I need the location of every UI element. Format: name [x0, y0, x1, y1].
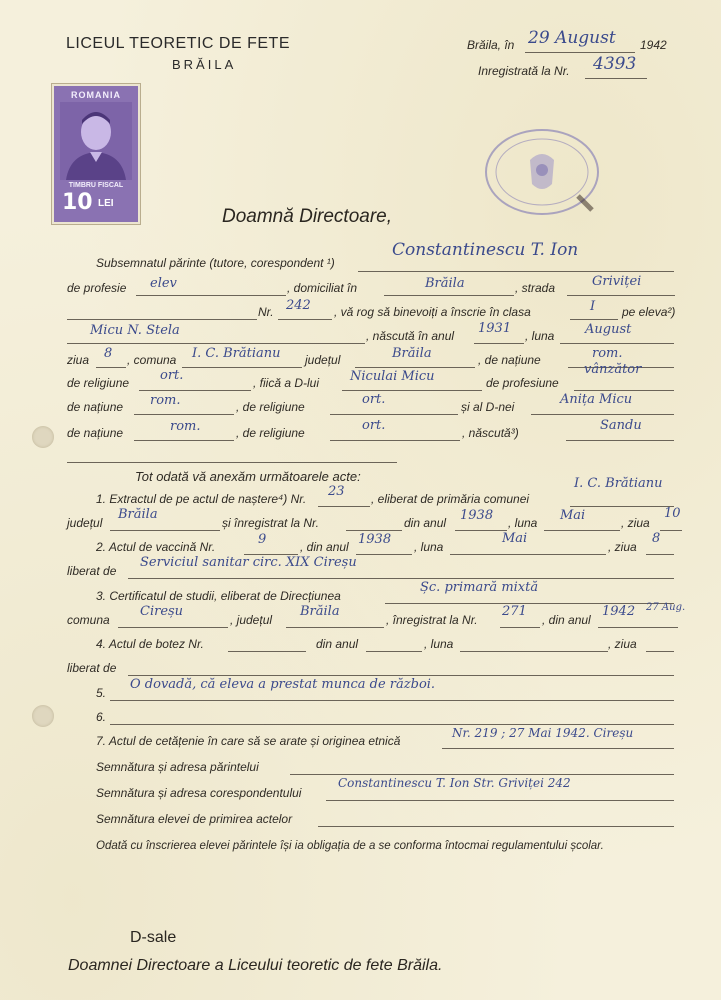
vaccine-day-label: , ziua [608, 540, 637, 554]
domicile-city: Brăila [425, 276, 465, 291]
item5-label: 5. [96, 686, 107, 700]
county-label: județul [305, 353, 341, 367]
class-value: I [590, 299, 596, 314]
punch-hole [32, 426, 54, 448]
birth-cert-day-label: , ziua [621, 516, 650, 530]
birth-cert-issuer-label: , eliberat de primăria comunei [371, 492, 530, 506]
vaccine-day: 8 [652, 531, 661, 546]
nationality-value: rom. [592, 346, 623, 361]
stamp-country: ROMANIA [71, 90, 121, 100]
citizenship-value: Nr. 219 ; 27 Mai 1942. Cireșu [452, 726, 634, 740]
baptism-day-label: , ziua [608, 637, 637, 651]
maiden-name: Sandu [600, 418, 642, 433]
study-cert-label: 3. Certificatul de studii, eliberat de Direcțiunea [96, 589, 341, 603]
punch-hole [32, 705, 54, 727]
birth-cert-day: 10 [664, 506, 681, 521]
date-year: 1942 [640, 38, 667, 52]
citizenship-label: 7. Actul de cetățenie în care să se arate și originea etnică [96, 734, 401, 748]
birth-cert-county-label: județul [67, 516, 103, 530]
nationality-label: , de națiune [478, 353, 541, 367]
birth-cert-label: 1. Extractul de pe actul de naștere⁴) Nr. [96, 492, 307, 506]
mother-religion-label: , de religiune [236, 426, 305, 440]
date-prefix: Brăila, în [467, 38, 515, 52]
official-seal-icon [482, 124, 602, 220]
profession-value: elev [150, 276, 177, 291]
birth-month-label: , luna [525, 329, 555, 343]
birth-cert-month-label: , luna [508, 516, 538, 530]
birth-cert-reg-label: și înregistrat la Nr. [222, 516, 319, 530]
portrait-icon [60, 102, 132, 180]
street-label: , strada [515, 281, 556, 295]
street-value: Griviței [592, 274, 642, 289]
baptism-year-label: din anul [316, 637, 359, 651]
birth-cert-month: Mai [560, 508, 586, 523]
father-nationality: rom. [150, 393, 181, 408]
stamp-unit: LEI [98, 198, 114, 209]
vaccine-year-label: , din anul [300, 540, 349, 554]
date-value: 29 August [528, 28, 616, 48]
occupation-label: de profesiune [486, 376, 559, 390]
vaccine-label: 2. Actul de vaccină Nr. [96, 540, 216, 554]
footer-addressee: D-sale [130, 929, 177, 946]
applicant-name: Constantinescu T. Ion [392, 240, 579, 260]
street-number: 242 [286, 298, 311, 313]
documents-intro: Tot odată vă anexăm următoarele acte: [135, 469, 361, 484]
birth-cert-year: 1938 [460, 508, 494, 523]
stamp-value: 10 [62, 190, 93, 215]
study-cert-year-label: , din anul [542, 613, 591, 627]
parent-signature-label: Semnătura și adresa părintelui [96, 760, 259, 774]
profession-label: de profesie [67, 281, 127, 295]
vaccine-issuer: Serviciul sanitar circ. XIX Cireșu [140, 555, 357, 570]
pupil-name: Micu N. Stela [90, 323, 180, 338]
vaccine-month: Mai [502, 531, 528, 546]
birth-cert-county: Brăila [118, 507, 158, 522]
registered-number: 4393 [593, 54, 637, 74]
mother-label: și al D-nei [461, 400, 515, 414]
religion-label: de religiune [67, 376, 130, 390]
study-cert-school: Șc. primară mixtă [420, 580, 539, 595]
birth-cert-commune: I. C. Brătianu [574, 476, 663, 491]
father-label: , fiică a D-lui [253, 376, 320, 390]
war-work-proof: O dovadă, că eleva a prestat munca de război. [130, 677, 436, 692]
father-religion-label: , de religiune [236, 400, 305, 414]
vaccine-issuer-label: liberat de [67, 564, 117, 578]
school-city: BRĂILA [172, 57, 237, 72]
commune-label: , comuna [127, 353, 177, 367]
vaccine-year: 1938 [358, 532, 392, 547]
father-nationality-label: de națiune [67, 400, 124, 414]
maiden-name-label: , născută³) [462, 426, 519, 440]
correspondent-signature-label: Semnătura și adresa corespondentului [96, 786, 302, 800]
study-cert-number: 271 [502, 604, 527, 619]
father-name: Niculai Micu [350, 369, 435, 384]
mother-religion: ort. [362, 418, 386, 433]
commune-value: I. C. Brătianu [192, 346, 281, 361]
pupil-label: pe eleva²) [622, 305, 676, 319]
school-name: LICEUL TEORETIC DE FETE [66, 35, 290, 52]
mother-nationality: rom. [170, 419, 201, 434]
registered-label: Inregistrată la Nr. [478, 64, 570, 78]
study-cert-county: Brăila [300, 604, 340, 619]
mother-nationality-label: de națiune [67, 426, 124, 440]
item6-label: 6. [96, 710, 107, 724]
baptism-issuer-label: liberat de [67, 661, 117, 675]
obligation-text: Odată cu înscrierea elevei părintele își ia obligația de a se conforma întocmai regulamentului școlar. [96, 840, 604, 852]
pupil-signature-label: Semnătura elevei de primirea actelor [96, 812, 293, 826]
mother-name: Anița Micu [560, 392, 633, 407]
birth-month: August [585, 322, 632, 337]
religion-value: ort. [160, 368, 184, 383]
birth-cert-number: 23 [328, 484, 345, 499]
street-number-label: Nr. [258, 305, 274, 319]
birth-day-label: ziua [67, 353, 90, 367]
study-cert-county-label: , județul [230, 613, 273, 627]
footer-recipient: Doamnei Directoare a Liceului teoretic de fete Brăila. [68, 957, 443, 974]
study-cert-extra: 27 Aug. [646, 602, 686, 613]
domicile-label: , domiciliat în [287, 281, 358, 295]
study-cert-commune: Cireșu [140, 604, 184, 619]
applicant-label: Subsemnatul părinte (tutore, corespondent ¹) [96, 256, 335, 270]
baptism-label: 4. Actul de botez Nr. [96, 637, 204, 651]
study-cert-commune-label: comuna [67, 613, 110, 627]
vaccine-month-label: , luna [414, 540, 444, 554]
fiscal-stamp [52, 84, 140, 224]
correspondent-signature: Constantinescu T. Ion Str. Griviței 242 [338, 776, 571, 790]
vaccine-number: 9 [258, 532, 267, 547]
father-religion: ort. [362, 392, 386, 407]
letter-title: Doamnă Directoare, [222, 206, 393, 227]
study-cert-year: 1942 [602, 604, 636, 619]
study-cert-reg-label: , înregistrat la Nr. [386, 613, 478, 627]
birth-day: 8 [104, 346, 113, 361]
birth-year: 1931 [478, 321, 512, 336]
father-occupation: vânzător [584, 362, 642, 377]
county-value: Brăila [392, 346, 432, 361]
stamp-kind: TIMBRU FISCAL [68, 182, 124, 189]
birth-cert-year-label: din anul [404, 516, 447, 530]
enroll-text: , vă rog să binevoiți a înscrie în clasa [334, 305, 531, 319]
birth-year-label: , născută în anul [366, 329, 455, 343]
baptism-month-label: , luna [424, 637, 454, 651]
